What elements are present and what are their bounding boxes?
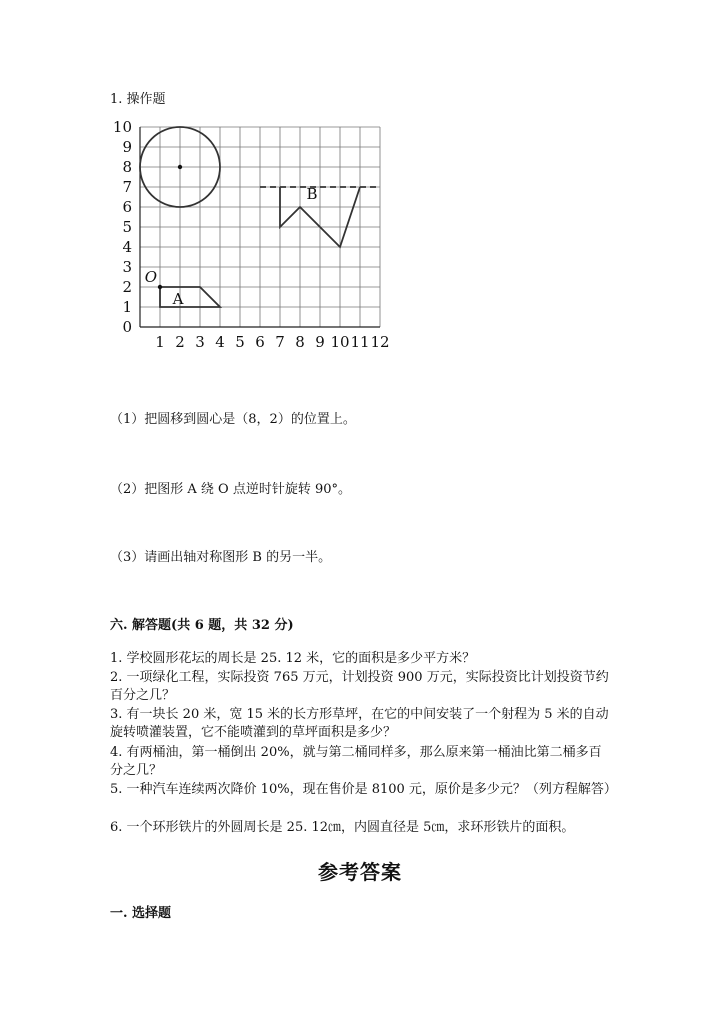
shape-a <box>160 287 220 307</box>
y-tick-label: 8 <box>122 158 132 176</box>
x-tick-label: 9 <box>315 333 325 351</box>
y-tick-label: 6 <box>122 198 132 216</box>
x-tick-label: 10 <box>330 333 350 351</box>
question-1: 1. 学校圆形花坛的周长是 25. 12 米，它的面积是多少平方米？ <box>110 651 476 666</box>
circle-center-dot <box>178 165 182 169</box>
y-tick-label: 0 <box>122 318 132 336</box>
x-tick-label: 8 <box>295 333 305 351</box>
task-2: （2）把图形 A 绕 O 点逆时针旋转 90°。 <box>110 482 352 497</box>
task-1: （1）把圆移到圆心是（8，2）的位置上。 <box>110 412 356 427</box>
question-5: 5. 一种汽车连续两次降价 10%，现在售价是 8100 元，原价是多少元？（列方程解答） <box>110 782 617 797</box>
y-tick-label: 5 <box>122 218 132 236</box>
y-tick-label: 10 <box>112 118 132 136</box>
y-tick-label: 4 <box>122 238 132 256</box>
y-tick-label: 9 <box>122 138 132 156</box>
task-3: （3）请画出轴对称图形 B 的另一半。 <box>110 550 332 565</box>
shape-b-label: B <box>306 185 318 203</box>
y-tick-label: 1 <box>122 298 132 316</box>
answers-title: 参考答案 <box>318 860 402 884</box>
question-4: 4. 有两桶油，第一桶倒出 20%，就与第二桶同样多，那么原来第一桶油比第二桶多百分之几？ <box>110 745 602 778</box>
x-tick-label: 1 <box>155 333 165 351</box>
x-tick-label: 5 <box>235 333 245 351</box>
question-6: 6. 一个环形铁片的外圆周长是 25. 12㎝，内圆直径是 5㎝，求环形铁片的面积。 <box>110 820 575 835</box>
shape-a-label: A <box>172 290 184 308</box>
x-tick-label: 6 <box>255 333 265 351</box>
grid-svg <box>112 118 394 372</box>
coordinate-grid-figure <box>112 118 394 372</box>
question-2: 2. 一项绿化工程，实际投资 765 万元，计划投资 900 万元，实际投资比计划投资节约百分之几？ <box>110 670 609 703</box>
operation-heading: 1. 操作题 <box>110 92 166 107</box>
y-tick-label: 7 <box>122 178 132 196</box>
x-tick-label: 3 <box>195 333 205 351</box>
question-3: 3. 有一块长 20 米，宽 15 米的长方形草坪，在它的中间安装了一个射程为 5 米的自动旋转喷灌装置，它不能喷灌到的草坪面积是多少？ <box>110 707 609 740</box>
x-tick-label: 12 <box>370 333 390 351</box>
y-tick-label: 3 <box>122 258 132 276</box>
point-o-dot <box>158 285 162 289</box>
y-tick-label: 2 <box>122 278 132 296</box>
x-tick-label: 11 <box>350 333 370 351</box>
section-six-heading: 六. 解答题(共 6 题，共 32 分) <box>110 618 294 633</box>
answers-section-one: 一. 选择题 <box>110 906 172 921</box>
origin-label: O <box>144 268 157 286</box>
x-tick-label: 7 <box>275 333 285 351</box>
x-tick-label: 2 <box>175 333 185 351</box>
x-tick-label: 4 <box>215 333 225 351</box>
